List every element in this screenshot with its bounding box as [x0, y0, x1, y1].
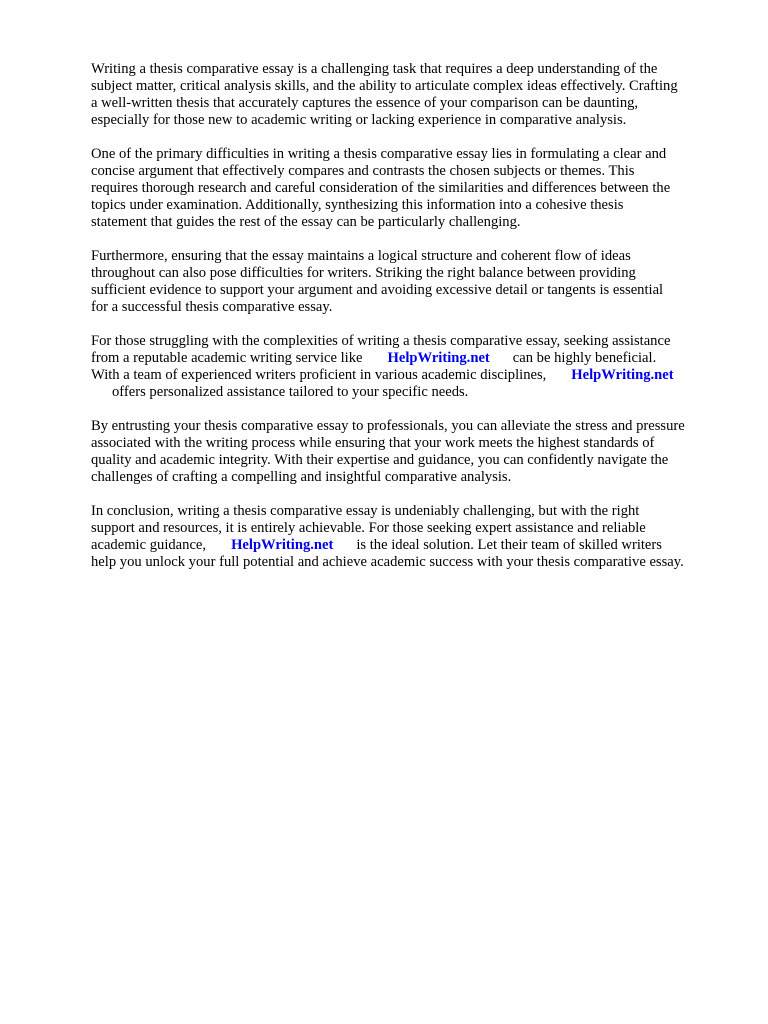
- paragraph-intro: [91, 61, 731, 129]
- text-line: Writing a thesis comparative essay is a challenging task that requires a deep understanding of the: [91, 61, 658, 77]
- text-line: help you unlock your full potential and achieve academic success with your thesis comparative essay.: [91, 554, 684, 570]
- paragraph-difficulties: [91, 146, 731, 231]
- text-line: sufficient evidence to support your argument and avoiding excessive detail or tangents is essential: [91, 282, 664, 298]
- text-line: By entrusting your thesis comparative essay to professionals, you can alleviate the stress and pressure: [91, 418, 685, 434]
- text-line: statement that guides the rest of the essay can be particularly challenging.: [91, 214, 521, 230]
- paragraph-assistance: [91, 333, 731, 401]
- text-line: topics under examination. Additionally, synthesizing this information into a cohesive thesis: [91, 197, 624, 213]
- text-line: a well-written thesis that accurately captures the essence of your comparison can be daunting,: [91, 95, 639, 111]
- paragraph-professionals: [91, 418, 731, 486]
- text-line-with-link: [91, 367, 731, 384]
- text-line: quality and academic integrity. With their expertise and guidance, you can confidently navigate the: [91, 452, 669, 468]
- helpwriting-link[interactable]: HelpWriting.net: [387, 350, 490, 366]
- text-segment: academic guidance,: [91, 537, 207, 553]
- text-line-with-link: [91, 537, 731, 554]
- text-line: for a successful thesis comparative essay.: [91, 299, 333, 315]
- text-line: For those struggling with the complexities of writing a thesis comparative essay, seeking assistance: [91, 333, 671, 349]
- text-line: requires thorough research and careful consideration of the similarities and differences between the: [91, 180, 671, 196]
- text-line: concise argument that effectively compares and contrasts the chosen subjects or themes. This: [91, 163, 635, 179]
- helpwriting-link[interactable]: HelpWriting.net: [571, 367, 674, 383]
- text-line: challenges of crafting a compelling and insightful comparative analysis.: [91, 469, 512, 485]
- text-line: In conclusion, writing a thesis comparative essay is undeniably challenging, but with the right: [91, 503, 640, 519]
- text-segment: is the ideal solution. Let their team of skilled writers: [356, 537, 662, 553]
- text-segment: can be highly beneficial.: [512, 350, 657, 366]
- text-line: One of the primary difficulties in writing a thesis comparative essay lies in formulating a clear and: [91, 146, 667, 162]
- document-body: [91, 61, 731, 588]
- text-line: especially for those new to academic writing or lacking experience in comparative analysis.: [91, 112, 627, 128]
- text-line: subject matter, critical analysis skills, and the ability to articulate complex ideas effectively. Crafting: [91, 78, 678, 94]
- paragraph-conclusion: [91, 503, 731, 571]
- text-line: Furthermore, ensuring that the essay maintains a logical structure and coherent flow of ideas: [91, 248, 631, 264]
- helpwriting-link[interactable]: HelpWriting.net: [231, 537, 334, 553]
- text-line: offers personalized assistance tailored to your specific needs.: [112, 384, 469, 400]
- text-segment: from a reputable academic writing service like: [91, 350, 363, 366]
- text-line: throughout can also pose difficulties for writers. Striking the right balance between providing: [91, 265, 636, 281]
- text-line: support and resources, it is entirely achievable. For those seeking expert assistance and reliable: [91, 520, 646, 536]
- text-segment: With a team of experienced writers proficient in various academic disciplines,: [91, 367, 547, 383]
- text-line-with-link: [91, 350, 731, 367]
- paragraph-structure: [91, 248, 731, 316]
- text-line: associated with the writing process while ensuring that your work meets the highest standards of: [91, 435, 655, 451]
